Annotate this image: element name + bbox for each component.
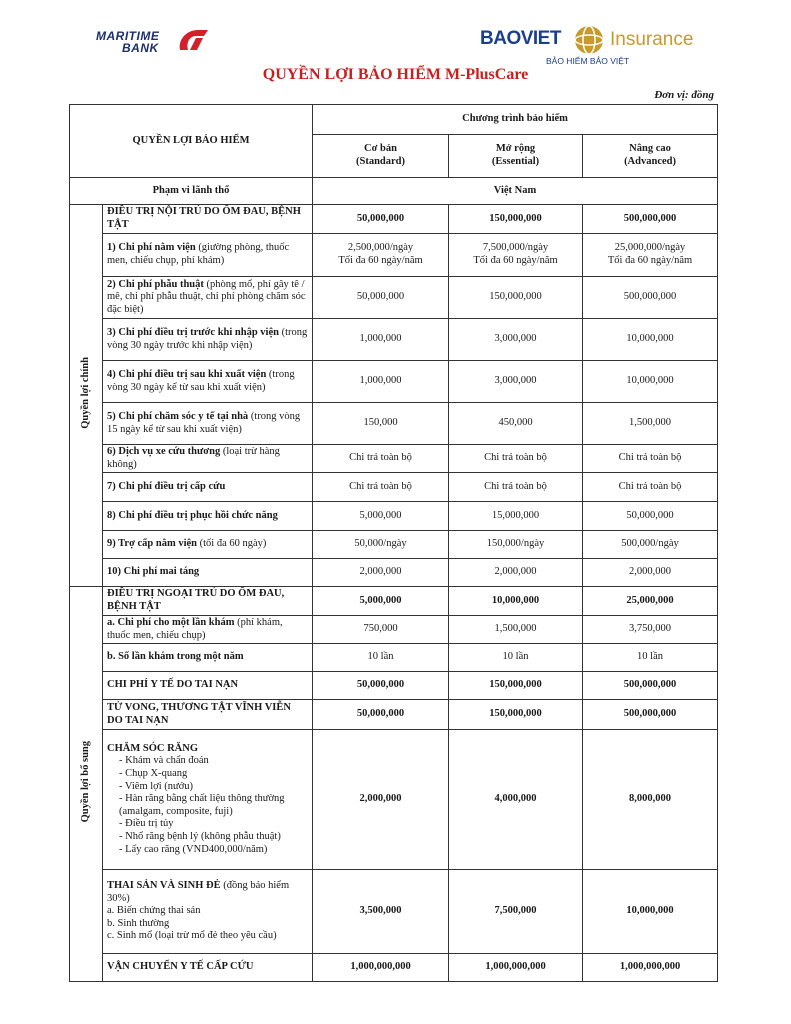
territory-row	[70, 178, 718, 205]
baoviet-logo-subtitle: BẢO HIỂM BẢO VIỆT	[546, 56, 630, 66]
benefit-value: 5,000,000	[313, 587, 449, 616]
benefit-note: (phòng mổ, phí gây tê / mê, chi phí phẫu thuật, chi phí phòng chăm sóc đặc biệt)	[107, 278, 306, 315]
maritime-mark-icon	[176, 28, 210, 54]
benefit-value: 10 lần	[313, 644, 449, 672]
benefit-title: 10) Chi phí mai táng	[107, 566, 200, 578]
table-row	[70, 531, 718, 559]
benefit-detail-line: b. Sinh thường	[107, 917, 170, 929]
benefit-value: 10,000,000	[583, 319, 718, 361]
benefit-value: 750,000	[313, 616, 449, 644]
benefit-title: a. Chi phí cho một lần khám	[107, 616, 235, 628]
benefit-detail-line: - Lấy cao răng (VND400,000/năm)	[119, 843, 268, 855]
table-row	[70, 502, 718, 531]
benefit-value: 50,000,000	[313, 277, 449, 319]
benefit-value: 50,000/ngày	[313, 531, 449, 559]
benefit-label	[103, 473, 313, 502]
group-main-benefits	[70, 205, 103, 587]
benefit-value: Chi trả toàn bộ	[583, 473, 718, 502]
benefit-value: 1,000,000	[313, 361, 449, 403]
benefit-title: 1) Chi phí nằm viện	[107, 242, 196, 254]
baoviet-logo-insurance: Insurance	[610, 29, 694, 50]
benefit-value: 1,500,000	[583, 403, 718, 445]
benefit-value: 150,000,000	[449, 205, 583, 234]
benefit-detail-line: c. Sinh mổ (loại trừ mổ đẻ theo yêu cầu)	[107, 930, 277, 942]
benefit-value: 1,000,000,000	[583, 954, 718, 982]
benefit-value: 25,000,000	[583, 587, 718, 616]
benefit-value: 450,000	[449, 403, 583, 445]
table-row	[70, 870, 718, 954]
benefit-value: 2,000,000	[449, 559, 583, 587]
benefit-detail-line: - Hàn răng bằng chất liệu thông thường (amalgam, composite, fuji)	[119, 793, 285, 817]
benefit-value: 3,500,000	[313, 870, 449, 954]
benefit-title: 4) Chi phí điều trị sau khi xuất viện	[107, 368, 267, 380]
header-row	[70, 105, 718, 135]
benefit-rows	[70, 205, 718, 982]
benefit-value: 1,000,000	[313, 319, 449, 361]
benefit-label	[103, 700, 313, 730]
page-title: QUYỀN LỢI BẢO HIỂM M-PlusCare	[262, 66, 529, 83]
table-row	[70, 644, 718, 672]
table-row	[70, 700, 718, 730]
benefit-label	[103, 277, 313, 319]
benefit-value: 1,000,000,000	[313, 954, 449, 982]
benefit-label	[103, 672, 313, 700]
benefit-value: 25,000,000/ngày Tối đa 60 ngày/năm	[583, 234, 718, 277]
benefit-title: VẬN CHUYỂN Y TẾ CẤP CỨU	[107, 961, 254, 973]
table-row	[70, 730, 718, 870]
benefit-value: 4,000,000	[449, 730, 583, 870]
plan-name: Nâng cao	[629, 143, 671, 155]
group-additional-benefits	[70, 587, 103, 982]
benefit-value: Chi trả toàn bộ	[449, 473, 583, 502]
benefit-value: 3,000,000	[449, 361, 583, 403]
benefit-title: b. Số lần khám trong một năm	[107, 651, 244, 663]
benefit-title: ĐIỀU TRỊ NỘI TRÚ DO ỐM ĐAU, BỆNH TẬT	[107, 206, 301, 230]
benefits-table	[69, 104, 718, 982]
plan-code: (Standard)	[356, 156, 406, 167]
plan-header-advanced	[583, 135, 718, 178]
benefit-title: 5) Chi phí chăm sóc y tế tại nhà	[107, 410, 249, 422]
benefit-value: 500,000,000	[583, 205, 718, 234]
benefit-label	[103, 954, 313, 982]
benefit-detail-line: - Điều trị tủy	[119, 818, 174, 830]
table-row	[70, 277, 718, 319]
benefit-note: (loại trừ hàng không)	[107, 445, 280, 470]
benefit-title: ĐIỀU TRỊ NGOẠI TRÚ DO ỐM ĐAU, BỆNH TẬT	[107, 588, 285, 612]
territory-value: Việt Nam	[313, 178, 718, 205]
table-row	[70, 445, 718, 473]
benefit-label	[103, 445, 313, 473]
benefit-detail-line: - Viêm lợi (nướu)	[119, 780, 194, 792]
benefit-note: (đồng bảo hiểm 30%)	[107, 880, 290, 904]
benefit-value: 8,000,000	[583, 730, 718, 870]
plan-code: (Essential)	[491, 156, 540, 167]
benefit-value: 150,000,000	[449, 672, 583, 700]
benefit-value: 10,000,000	[583, 870, 718, 954]
benefit-title: 7) Chi phí điều trị cấp cứu	[107, 480, 226, 492]
benefit-label	[103, 531, 313, 559]
plan-code: (Advanced)	[624, 156, 676, 167]
benefit-title: THAI SẢN VÀ SINH ĐẺ	[107, 880, 221, 892]
benefit-value: 50,000,000	[313, 205, 449, 234]
benefit-title: TỬ VONG, THƯƠNG TẬT VĨNH VIỄN DO TAI NẠN	[107, 701, 291, 726]
benefit-label	[103, 502, 313, 531]
maritime-logo-text-1: MARITIME	[96, 29, 160, 43]
benefit-title: 9) Trợ cấp nằm viện	[107, 538, 198, 550]
benefit-value: 10 lần	[583, 644, 718, 672]
benefit-value: 10 lần	[449, 644, 583, 672]
benefits-header: QUYỀN LỢI BẢO HIỂM	[70, 105, 313, 178]
benefit-note: (trong vòng 15 ngày kể từ sau khi xuất viện)	[107, 410, 301, 435]
benefit-label	[103, 616, 313, 644]
benefit-value: 150,000	[313, 403, 449, 445]
table-row	[70, 616, 718, 644]
benefit-title: CHI PHÍ Y TẾ DO TAI NẠN	[107, 679, 239, 691]
table-row	[70, 587, 718, 616]
table-row	[70, 205, 718, 234]
benefit-label	[103, 587, 313, 616]
benefit-value: 15,000,000	[449, 502, 583, 531]
benefit-note: (trong vòng 30 ngày trước khi nhập viện)	[107, 326, 308, 351]
benefit-note: (tối đa 60 ngày)	[197, 538, 267, 550]
benefit-note: (phí khám, thuốc men, chiếu chụp)	[107, 616, 283, 641]
benefit-label	[103, 644, 313, 672]
benefit-value: 150,000,000	[449, 277, 583, 319]
benefit-detail-line: a. Biến chứng thai sản	[107, 905, 201, 917]
benefit-value: 50,000,000	[313, 700, 449, 730]
group-label: Quyền lợi chính	[79, 357, 91, 430]
benefit-value: 2,000,000	[583, 559, 718, 587]
benefit-detail-line: - Chụp X-quang	[119, 768, 188, 780]
benefit-value: 3,000,000	[449, 319, 583, 361]
table-row	[70, 672, 718, 700]
plan-name: Mở rộng	[495, 143, 536, 155]
benefit-title: 8) Chi phí điều trị phục hồi chức năng	[107, 509, 278, 521]
benefit-title: 2) Chi phí phẫu thuật	[107, 278, 204, 290]
benefit-value: 10,000,000	[583, 361, 718, 403]
benefit-value: 500,000,000	[583, 672, 718, 700]
benefit-note: (giường phòng, thuốc men, chiếu chụp, phí khám)	[107, 242, 290, 266]
benefit-value: 50,000,000	[583, 502, 718, 531]
plan-header-essential	[449, 135, 583, 178]
program-header: Chương trình bảo hiểm	[313, 105, 718, 135]
benefit-detail-line: - Khám và chẩn đoán	[119, 755, 209, 767]
baoviet-logo	[478, 24, 708, 72]
benefit-value: 1,500,000	[449, 616, 583, 644]
table-row	[70, 361, 718, 403]
plan-header-standard	[313, 135, 449, 178]
benefit-value: 5,000,000	[313, 502, 449, 531]
benefit-value: 2,000,000	[313, 559, 449, 587]
currency-unit: Đơn vị: đồng	[654, 89, 714, 101]
benefit-value: 50,000,000	[313, 672, 449, 700]
benefit-value: Chi trả toàn bộ	[583, 445, 718, 473]
benefit-title: CHĂM SÓC RĂNG	[107, 742, 198, 754]
table-row	[70, 403, 718, 445]
benefit-value: 500,000,000	[583, 700, 718, 730]
benefit-value: 500,000/ngày	[583, 531, 718, 559]
benefit-label	[103, 361, 313, 403]
benefit-value: Chi trả toàn bộ	[313, 473, 449, 502]
benefit-value: 7,500,000/ngày Tối đa 60 ngày/năm	[449, 234, 583, 277]
table-row	[70, 473, 718, 502]
benefit-value: 500,000,000	[583, 277, 718, 319]
benefit-label	[103, 870, 313, 954]
benefit-value: 3,750,000	[583, 616, 718, 644]
benefit-note: (trong vòng 30 ngày kể từ sau khi xuất viện)	[107, 368, 295, 393]
benefit-value: 2,000,000	[313, 730, 449, 870]
maritime-logo-text-2: BANK	[122, 41, 159, 55]
benefit-value: 2,500,000/ngày Tối đa 60 ngày/năm	[313, 234, 449, 277]
benefit-value: 10,000,000	[449, 587, 583, 616]
table-row	[70, 559, 718, 587]
group-label: Quyền lợi bổ sung	[79, 741, 91, 823]
benefit-label	[103, 205, 313, 234]
plan-name: Cơ bản	[364, 143, 397, 155]
table-row	[70, 319, 718, 361]
benefit-title: 3) Chi phí điều trị trước khi nhập viện	[107, 326, 279, 338]
benefit-value: 150,000,000	[449, 700, 583, 730]
benefit-value: Chi trả toàn bộ	[449, 445, 583, 473]
benefit-title: 6) Dịch vụ xe cứu thương	[107, 445, 221, 457]
benefit-value: 7,500,000	[449, 870, 583, 954]
benefit-label	[103, 319, 313, 361]
benefit-detail-line: - Nhổ răng bệnh lý (không phẫu thuật)	[119, 830, 281, 842]
benefit-value: 150,000/ngày	[449, 531, 583, 559]
table-row	[70, 234, 718, 277]
benefit-value: 1,000,000,000	[449, 954, 583, 982]
benefit-label	[103, 559, 313, 587]
territory-label: Phạm vi lãnh thổ	[70, 178, 313, 205]
table-row	[70, 954, 718, 982]
benefit-label	[103, 730, 313, 870]
benefit-label	[103, 234, 313, 277]
globe-icon	[571, 24, 607, 56]
maritime-bank-logo	[92, 26, 212, 56]
benefit-label	[103, 403, 313, 445]
baoviet-logo-name: BAOVIET	[480, 28, 561, 49]
benefit-value: Chi trả toàn bộ	[313, 445, 449, 473]
